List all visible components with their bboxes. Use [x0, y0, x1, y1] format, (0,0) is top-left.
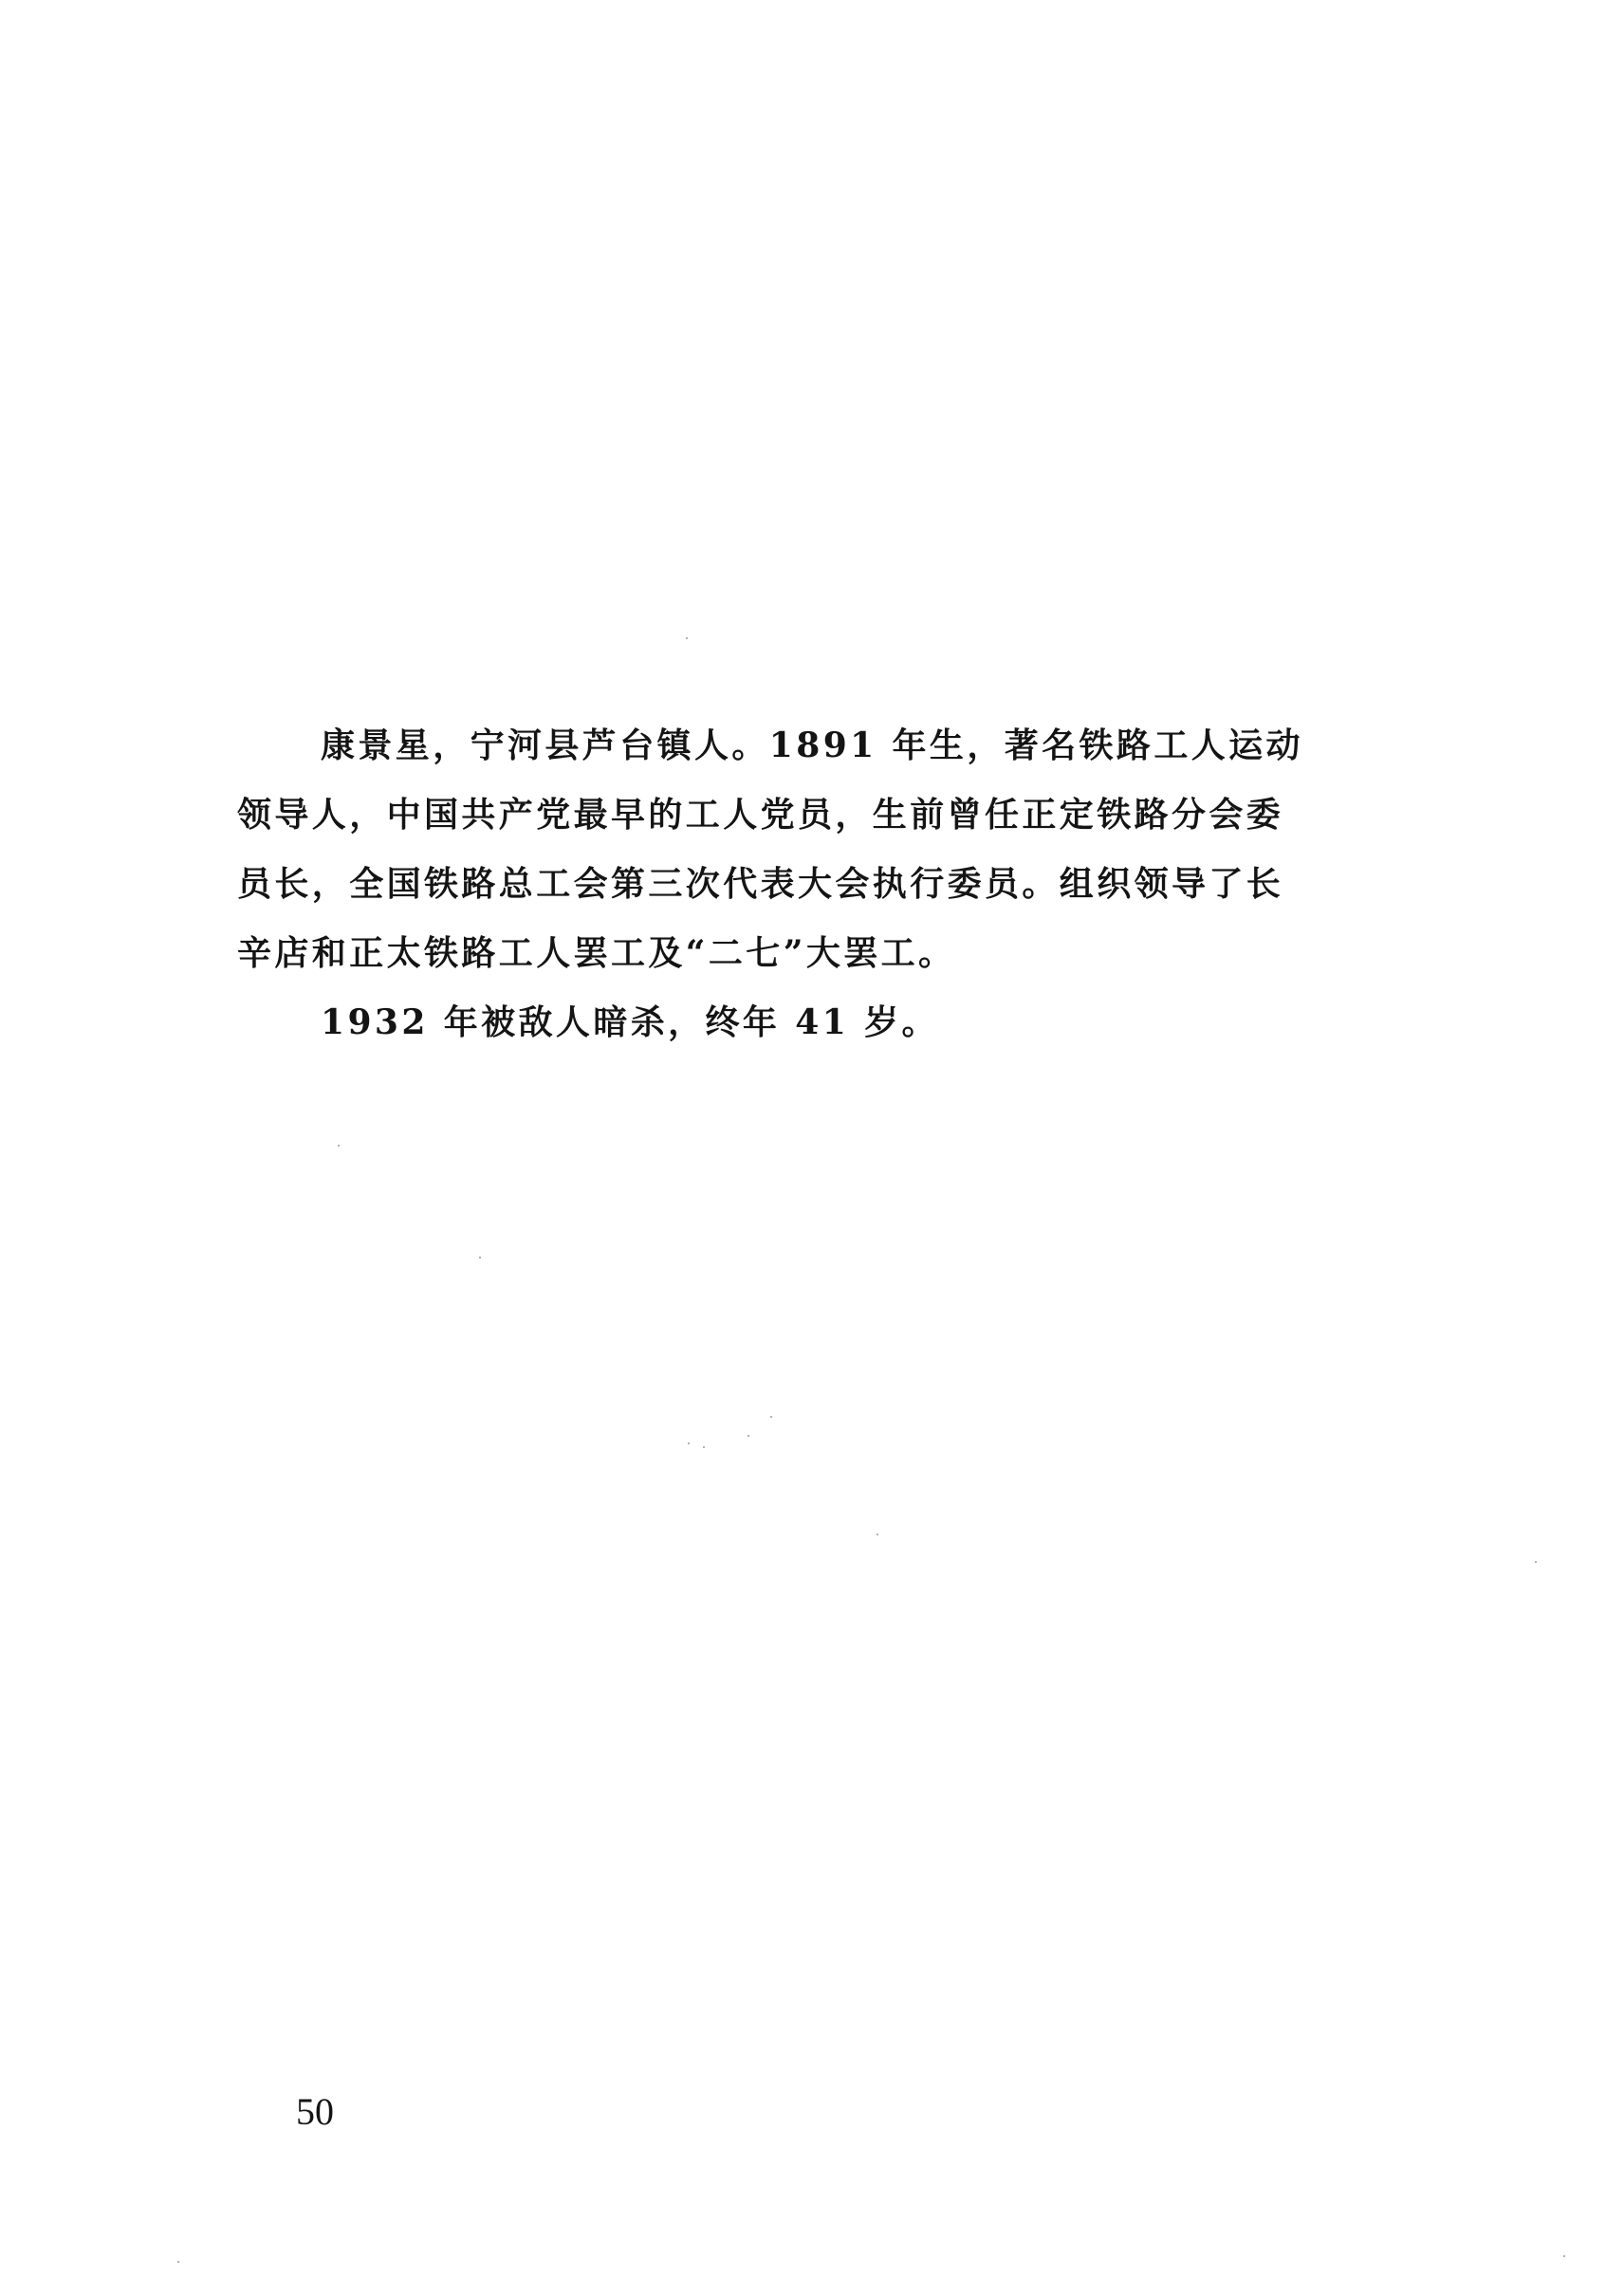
paragraph-line: 康景星，宁河县芦台镇人。1891 年生，著名铁路工人运动 — [321, 726, 1303, 765]
scan-speck — [1563, 2255, 1565, 2257]
page-number: 50 — [296, 2090, 334, 2133]
scan-speck — [703, 1446, 705, 1448]
biography-paragraph — [237, 711, 1404, 1057]
scan-speck — [177, 2261, 179, 2263]
paragraph-line: 辛店和正太铁路工人罢工及“二七”大罢工。 — [237, 933, 956, 973]
scan-speck — [1535, 1561, 1537, 1563]
scan-speck — [747, 1435, 749, 1437]
scan-speck — [770, 1416, 772, 1418]
scan-speck — [877, 1534, 878, 1535]
paragraph-line: 员长，全国铁路总工会第三次代表大会执行委员。组织领导了长 — [237, 864, 1284, 904]
scan-speck — [479, 1257, 481, 1258]
paragraph-line: 领导人，中国共产党最早的工人党员，生前曾任正定铁路分会委 — [237, 795, 1284, 835]
paragraph-line: 1932 年被敌人暗杀，终年 41 岁。 — [321, 1002, 939, 1042]
scan-speck — [688, 1442, 690, 1444]
scan-speck — [338, 1145, 340, 1147]
scan-speck — [686, 637, 688, 639]
